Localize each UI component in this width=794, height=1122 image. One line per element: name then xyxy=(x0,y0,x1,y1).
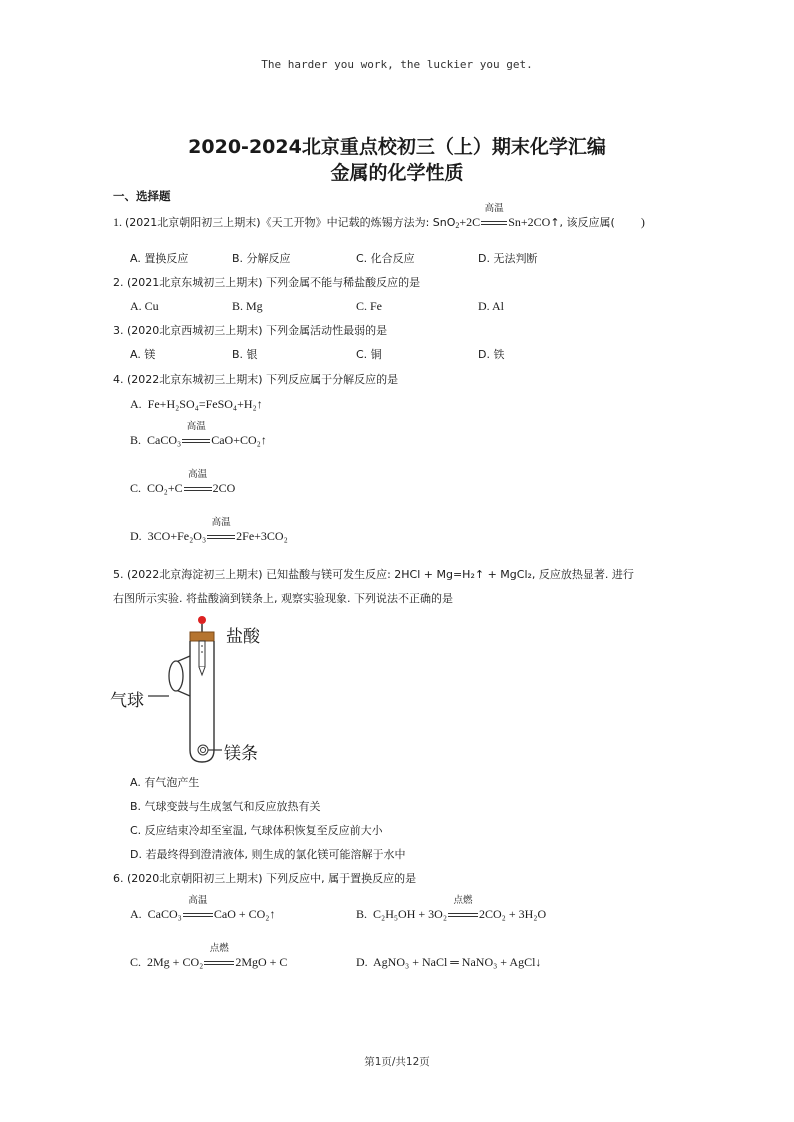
equation-right: 2Fe+3CO₂ xyxy=(236,529,288,543)
option-c: C. Fe xyxy=(356,299,383,313)
option-b xyxy=(130,421,267,448)
label-magnesium: 镁条 xyxy=(224,744,258,764)
question-source: (2020北京西城初三上期末) xyxy=(127,324,263,337)
condition-label: 高温 xyxy=(211,517,231,528)
equation-right: CaO + CO₂↑ xyxy=(213,907,276,921)
header-motto: The harder you work, the luckier you get. xyxy=(261,58,533,71)
question-text: 下列金属活动性最弱的是 xyxy=(266,324,388,337)
option-label: C. xyxy=(130,955,142,969)
equation-right: 2CO₂ + 3H₂O xyxy=(479,907,547,921)
option-label: A. xyxy=(130,907,142,921)
question-number: 1. xyxy=(113,215,122,229)
option-d: D. 若最终得到澄清液体, 则生成的氯化镁可能溶解于水中 xyxy=(130,848,406,861)
option-a: A. 置换反应 xyxy=(130,252,189,265)
equation: AgNO₃ + NaCl ═ NaNO₃ + AgCl↓ xyxy=(373,955,542,969)
option-label: C. xyxy=(130,481,142,495)
condition-label: 高温 xyxy=(484,203,504,214)
option-b: B. 分解反应 xyxy=(232,252,291,265)
option-label: D. xyxy=(356,955,368,969)
condition-label: 点燃 xyxy=(453,895,473,906)
option-c xyxy=(130,469,236,496)
question-source: (2022北京海淀初三上期末) xyxy=(127,568,263,581)
reaction-condition xyxy=(481,203,507,230)
dropper-bulb-icon xyxy=(198,616,206,624)
equation-part: Sn+2CO xyxy=(508,215,551,229)
option-label: B. xyxy=(130,433,142,447)
option-c xyxy=(130,943,288,970)
page-footer: 第1页/共12页 xyxy=(364,1056,430,1068)
reaction-condition xyxy=(182,421,210,448)
equation-left: CO₂+C xyxy=(147,481,183,495)
question-number: 2. xyxy=(113,276,124,289)
option-b xyxy=(356,895,547,922)
option-a: A. 镁 xyxy=(130,348,156,361)
question-number: 4. xyxy=(113,373,124,386)
question-number: 6. xyxy=(113,872,124,885)
option-d xyxy=(356,955,541,970)
question-text: 已知盐酸与镁可发生反应: 2HCl + Mg=H₂↑ + MgCl₂, 反应放热显著. 进行 xyxy=(266,568,634,581)
option-d: D. 无法判断 xyxy=(478,252,538,265)
question-source: (2022北京东城初三上期末) xyxy=(127,373,263,386)
reaction-condition xyxy=(184,469,212,496)
reaction-condition xyxy=(207,517,235,544)
option-d: D. 铁 xyxy=(478,348,505,361)
question-source: (2021北京东城初三上期末) xyxy=(127,276,263,289)
option-a: A. 有气泡产生 xyxy=(130,776,200,789)
equation: Fe+H₂SO₄=FeSO₄+H₂↑ xyxy=(147,397,263,411)
option-a: A. Cu xyxy=(130,299,159,313)
question-2 xyxy=(113,274,420,290)
question-number: 3. xyxy=(113,324,124,337)
condition-label: 高温 xyxy=(188,469,208,480)
reaction-condition xyxy=(204,943,234,970)
equation-left: CaCO₃ xyxy=(147,907,182,921)
equation-left: 3CO+Fe₂O₃ xyxy=(147,529,207,543)
option-d: D. Al xyxy=(478,299,505,313)
equation-left: C₂H₅OH + 3O₂ xyxy=(373,907,448,921)
option-a xyxy=(130,397,263,412)
question-text: 下列金属不能与稀盐酸反应的是 xyxy=(266,276,421,289)
page-title: 2020-2024北京重点校初三（上）期末化学汇编 xyxy=(188,136,606,158)
condition-label: 高温 xyxy=(188,895,208,906)
equation-right: 2MgO + C xyxy=(235,955,288,969)
question-4 xyxy=(113,371,398,387)
question-5-line2: 右图所示实验. 将盐酸滴到镁条上, 观察实验现象. 下列说法不正确的是 xyxy=(113,592,453,605)
section-heading: 一、选择题 xyxy=(113,189,171,203)
question-number: 5. xyxy=(113,568,124,581)
question-1: 1. (2021北京朝阳初三上期末)《天工开物》中记载的炼锡方法为: SnO$_2$+2C 高温 Sn+2CO↑, 该反应属( ) xyxy=(113,203,645,230)
option-c: C. 化合反应 xyxy=(356,252,415,265)
option-d xyxy=(130,517,288,544)
question-text: 下列反应中, 属于置换反应的是 xyxy=(266,872,417,885)
balloon xyxy=(169,661,183,691)
question-text: ↑, 该反应属( xyxy=(550,216,615,229)
label-acid: 盐酸 xyxy=(226,627,260,647)
equation-part: +2C xyxy=(459,215,481,229)
equation-left: 2Mg + CO₂ xyxy=(147,955,204,969)
equation-left: CaCO₃ xyxy=(147,433,182,447)
option-c: C. 反应结束冷却至室温, 气球体积恢复至反应前大小 xyxy=(130,824,383,837)
option-a xyxy=(130,895,276,922)
question-text: 《天工开物》中记载的炼锡方法为: SnO xyxy=(260,216,456,229)
label-balloon: 气球 xyxy=(110,691,144,711)
reaction-condition xyxy=(183,895,213,922)
option-b: B. 银 xyxy=(232,348,258,361)
question-source: (2020北京朝阳初三上期末) xyxy=(127,872,263,885)
question-6 xyxy=(113,870,416,886)
reaction-condition xyxy=(448,895,478,922)
page-subtitle: 金属的化学性质 xyxy=(330,162,464,184)
question-text: 下列反应属于分解反应的是 xyxy=(266,373,399,386)
option-c: C. 铜 xyxy=(356,348,382,361)
answer-bracket: ) xyxy=(640,215,645,229)
option-label: A. xyxy=(130,397,142,411)
condition-label: 高温 xyxy=(186,421,206,432)
condition-label: 点燃 xyxy=(209,943,229,954)
option-b: B. Mg xyxy=(232,299,263,313)
question-5 xyxy=(113,566,634,582)
question-source: (2021北京朝阳初三上期末) xyxy=(125,216,261,229)
equation-right: CaO+CO₂↑ xyxy=(211,433,267,447)
question-3 xyxy=(113,322,387,338)
option-label: B. xyxy=(356,907,368,921)
option-label: D. xyxy=(130,529,142,543)
option-b: B. 气球变鼓与生成氢气和反应放热有关 xyxy=(130,800,321,813)
equation-right: 2CO xyxy=(212,481,236,495)
rubber-stopper xyxy=(190,632,214,641)
